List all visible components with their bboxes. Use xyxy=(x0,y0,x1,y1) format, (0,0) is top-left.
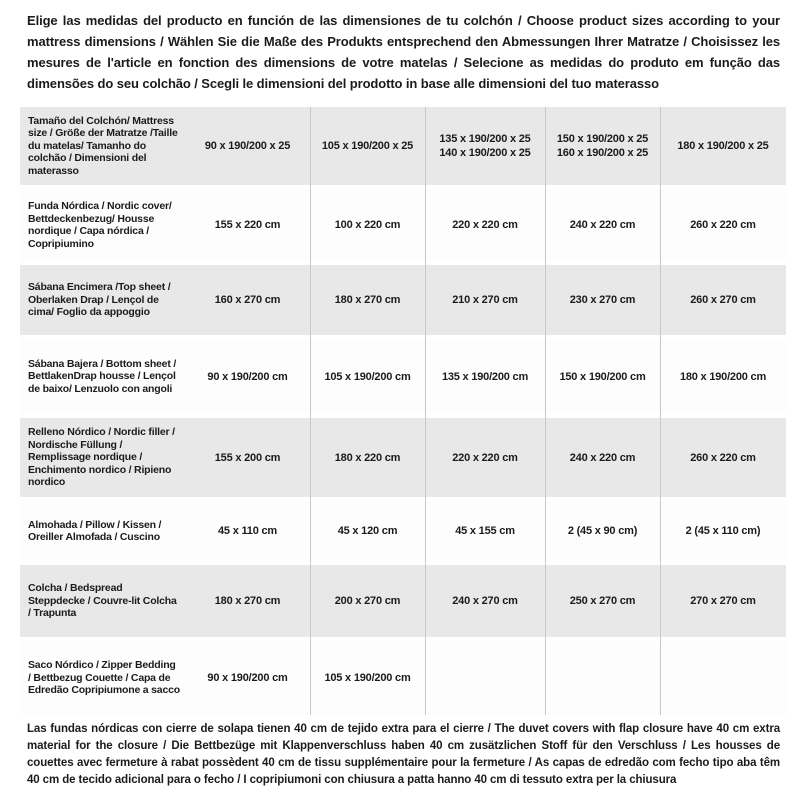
intro-text: Elige las medidas del producto en función de las dimensiones de tu colchón / Choose product sizes according to your mattress dimensions / Wählen Sie die Maße des Produkts entsprechend den Abmessungen Ihrer Matratze / Choisissez les mesures de l'article en fonction des dimensions de votre matelas / Selecione as medidas do produto em função das dimensões do seu colchão / Scegli le dimensioni del prodotto in base alle dimensioni del tuo materasso xyxy=(27,13,780,91)
size-cell: 250 x 270 cm xyxy=(569,595,636,607)
row-label: Almohada / Pillow / Kissen / Oreiller Almofada / Cuscino xyxy=(28,518,162,543)
size-cell: 105 x 190/200 cm xyxy=(324,370,411,383)
size-cell: 90 x 190/200 cm xyxy=(207,672,288,684)
size-cell: 210 x 270 cm xyxy=(452,294,518,306)
row-label: Relleno Nórdico / Nordic filler / Nordische Füllung / Remplissage nordique / Enchimento nordico / Ripieno nordico xyxy=(28,426,175,489)
table-row xyxy=(20,418,786,497)
table-row xyxy=(20,565,786,637)
row-label: Colcha / Bedspread Steppdecke / Couvre-lit Colcha / Trapunta xyxy=(28,582,177,620)
size-cell xyxy=(545,641,660,715)
size-cell: 220 x 220 cm xyxy=(452,219,518,231)
size-cell: 135 x 190/200 x 25 140 x 190/200 x 25 xyxy=(439,133,531,159)
size-cell: 150 x 190/200 cm xyxy=(559,370,646,383)
size-table-rows xyxy=(20,107,786,715)
size-cell: 180 x 220 cm xyxy=(334,451,401,464)
size-cell: 135 x 190/200 cm xyxy=(441,370,529,383)
size-cell: 45 x 110 cm xyxy=(218,525,277,537)
size-cell: 220 x 220 cm xyxy=(452,451,518,464)
size-cell: 45 x 155 cm xyxy=(455,525,515,537)
row-label: Tamaño del Colchón/ Mattress size / Größe der Matratze /Taille du matelas/ Tamanho do colchão / Dimensioni del materasso xyxy=(28,114,178,177)
size-cell: 2 (45 x 90 cm) xyxy=(567,525,638,537)
footnote-text: Las fundas nórdicas con cierre de solapa tienen 40 cm de tejido extra para el cierre / The duvet covers with flap closure have 40 cm extra material for the closure / Die Bettbezüge mit Klappenverschluss haben 40 cm zusätzlichen Stoff für den Verschluss / Les housses de couettes avec fermeture à rabat possèdent 40 cm de tissu supplémentaire pour la fermeture / As capas de edredão com fecho tipo aba têm 40 cm de tecido adicional para o fecho / I copripiumoni con chiusura a patta hanno 40 cm di tessuto extra per la chiusura xyxy=(27,723,780,786)
size-cell xyxy=(425,641,545,715)
row-label: Sábana Encimera /Top sheet / Oberlaken Drap / Lençol de cima/ Foglio da appoggio xyxy=(28,281,171,319)
size-cell: 45 x 120 cm xyxy=(337,525,398,537)
size-cell: 90 x 190/200 x 25 xyxy=(204,140,291,152)
size-cell: 180 x 270 cm xyxy=(334,294,401,306)
size-cell: 240 x 220 cm xyxy=(569,451,636,464)
table-row xyxy=(20,189,786,261)
size-cell: 2 (45 x 110 cm) xyxy=(685,525,761,537)
size-cell: 105 x 190/200 x 25 xyxy=(321,140,414,152)
size-cell: 155 x 220 cm xyxy=(214,219,281,231)
table-row xyxy=(20,265,786,335)
size-cell: 230 x 270 cm xyxy=(569,294,636,306)
table-row xyxy=(20,501,786,561)
size-cell: 200 x 270 cm xyxy=(334,595,401,607)
size-cell: 260 x 220 cm xyxy=(690,451,756,464)
size-cell: 180 x 190/200 x 25 xyxy=(677,140,769,152)
size-cell: 90 x 190/200 cm xyxy=(207,370,288,383)
table-row xyxy=(20,641,786,715)
size-cell: 270 x 270 cm xyxy=(690,595,756,607)
size-cell: 260 x 270 cm xyxy=(690,294,756,306)
size-cell: 160 x 270 cm xyxy=(214,294,281,306)
size-cell: 260 x 220 cm xyxy=(690,219,756,231)
size-cell: 105 x 190/200 cm xyxy=(324,672,411,684)
size-cell xyxy=(660,641,786,715)
size-cell: 240 x 220 cm xyxy=(569,219,636,231)
table-row xyxy=(20,339,786,414)
table-row xyxy=(20,107,786,185)
size-cell: 180 x 190/200 cm xyxy=(679,370,767,383)
row-label: Saco Nórdico / Zipper Bedding / Bettbezug Couette / Capa de Edredão Copripiumone a sacco xyxy=(28,659,180,697)
row-label: Sábana Bajera / Bottom sheet / BettlakenDrap housse / Lençol de baixo/ Lenzuolo con angoli xyxy=(28,357,177,395)
size-cell: 180 x 270 cm xyxy=(214,595,281,607)
size-cell: 150 x 190/200 x 25 160 x 190/200 x 25 xyxy=(556,133,649,159)
size-cell: 240 x 270 cm xyxy=(452,595,518,607)
row-label: Funda Nórdica / Nordic cover/ Bettdeckenbezug/ Housse nordique / Capa nórdica / Copripiumino xyxy=(28,200,172,250)
size-table xyxy=(20,107,786,715)
size-cell: 100 x 220 cm xyxy=(334,219,401,231)
size-cell: 155 x 200 cm xyxy=(214,451,281,464)
